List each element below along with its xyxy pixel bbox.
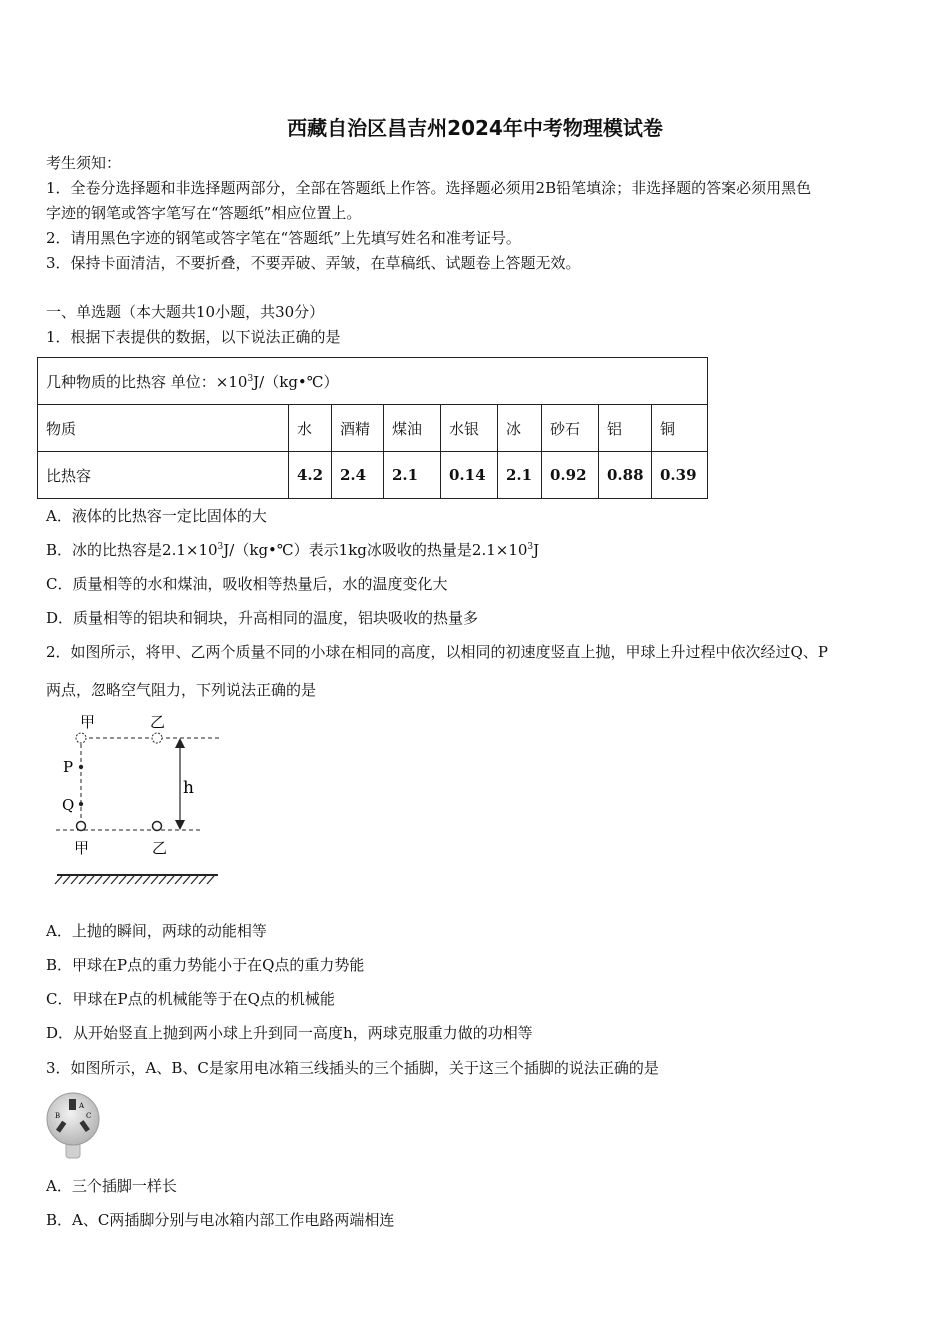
table-cell: 2.1 [498, 452, 542, 499]
notice-item: 2．请用黑色字迹的钢笔或答字笔在“答题纸”上先填写姓名和准考证号。 [46, 229, 521, 247]
table-cell: 铝 [599, 405, 652, 452]
label-c: C [86, 1112, 92, 1120]
q1-option-a: A．液体的比热容一定比固体的大 [46, 507, 267, 525]
table-cell: 0.88 [599, 452, 652, 499]
question-2-stem-cont: 两点，忽略空气阻力，下列说法正确的是 [46, 681, 317, 699]
plug-image [44, 1088, 104, 1160]
label-a: A [79, 1102, 85, 1110]
table-cell: 2.4 [332, 452, 384, 499]
q2-option-a: A．上抛的瞬间，两球的动能相等 [46, 922, 267, 940]
table-cell: 0.39 [652, 452, 708, 499]
table-row [38, 405, 708, 452]
q2-option-d: D．从开始竖直上抛到两小球上升到同一高度h，两球克服重力做的功相等 [46, 1024, 533, 1042]
table-cell: 4.2 [289, 452, 332, 499]
ball-jia-bottom [77, 822, 86, 831]
row-label: 比热容 [38, 452, 289, 499]
question-3-stem: 3．如图所示，A、B、C是家用电冰箱三线插头的三个插脚，关于这三个插脚的说法正确的是 [46, 1059, 659, 1077]
table-cell: 冰 [498, 405, 542, 452]
notice-item: 字迹的钢笔或答字笔写在“答题纸”相应位置上。 [46, 204, 362, 222]
table-cell: 铜 [652, 405, 708, 452]
label-jia-bottom: 甲 [74, 839, 90, 857]
label-h: h [183, 778, 194, 798]
notice-item: 3．保持卡面清洁，不要折叠，不要弄破、弄皱，在草稿纸、试题卷上答题无效。 [46, 254, 581, 272]
question-2-stem: 2．如图所示，将甲、乙两个质量不同的小球在相同的高度，以相同的初速度竖直上抛，甲球上升过程中依次经过Q、P [46, 643, 828, 661]
ball-jia-top [76, 733, 86, 743]
page-title: 西藏自治区昌吉州2024年中考物理模试卷 [287, 116, 663, 140]
label-jia-top: 甲 [80, 713, 96, 731]
table-cell: 酒精 [332, 405, 384, 452]
label-b: B [55, 1112, 61, 1120]
table-cell: 2.1 [384, 452, 441, 499]
label-yi-bottom: 乙 [152, 839, 168, 857]
table-cell: 砂石 [542, 405, 599, 452]
table-cell: 0.14 [441, 452, 498, 499]
ball-yi-top [152, 733, 162, 743]
projectile-figure [40, 708, 240, 893]
arrow-head-up [175, 738, 185, 748]
q1-option-b: B．冰的比热容是$2.1\times 10^3J/(kg•℃)$表示1kg冰吸收的热量是$2.1\times 10^3J$ [46, 541, 540, 559]
table-cell: 水银 [441, 405, 498, 452]
row-label: 物质 [38, 405, 289, 452]
notice-item: 1．全卷分选择题和非选择题两部分，全部在答题纸上作答。选择题必须用2B铅笔填涂；非选择题的答案必须用黑色 [46, 179, 812, 197]
point-p [79, 765, 83, 769]
table-cell: 煤油 [384, 405, 441, 452]
q1-option-c: C．质量相等的水和煤油，吸收相等热量后，水的温度变化大 [46, 575, 448, 593]
section-heading: 一、单选题（本大题共10小题，共30分） [46, 303, 325, 321]
question-1-stem: 1．根据下表提供的数据，以下说法正确的是 [46, 328, 341, 346]
q2-option-b: B．甲球在P点的重力势能小于在Q点的重力势能 [46, 956, 365, 974]
label-yi-top: 乙 [150, 713, 166, 731]
q3-option-a: A．三个插脚一样长 [46, 1177, 177, 1195]
arrow-head-down [175, 820, 185, 830]
label-q: Q [62, 796, 75, 814]
table-cell: 水 [289, 405, 332, 452]
label-p: P [63, 758, 74, 776]
ball-yi-bottom [153, 822, 162, 831]
q3-option-b: B．A、C两插脚分别与电冰箱内部工作电路两端相连 [46, 1211, 395, 1229]
specific-heat-table [37, 357, 708, 499]
table-caption: 几种物质的比热容 单位：$\times 10^3J/(kg•℃)$ [38, 358, 708, 405]
pin-a [69, 1099, 76, 1110]
q1-option-d: D．质量相等的铝块和铜块，升高相同的温度，铝块吸收的热量多 [46, 609, 479, 627]
point-q [79, 802, 83, 806]
q2-option-c: C．甲球在P点的机械能等于在Q点的机械能 [46, 990, 335, 1008]
table-row [38, 452, 708, 499]
ground-hatching [55, 876, 214, 884]
notice-heading: 考生须知： [46, 154, 122, 172]
table-cell: 0.92 [542, 452, 599, 499]
